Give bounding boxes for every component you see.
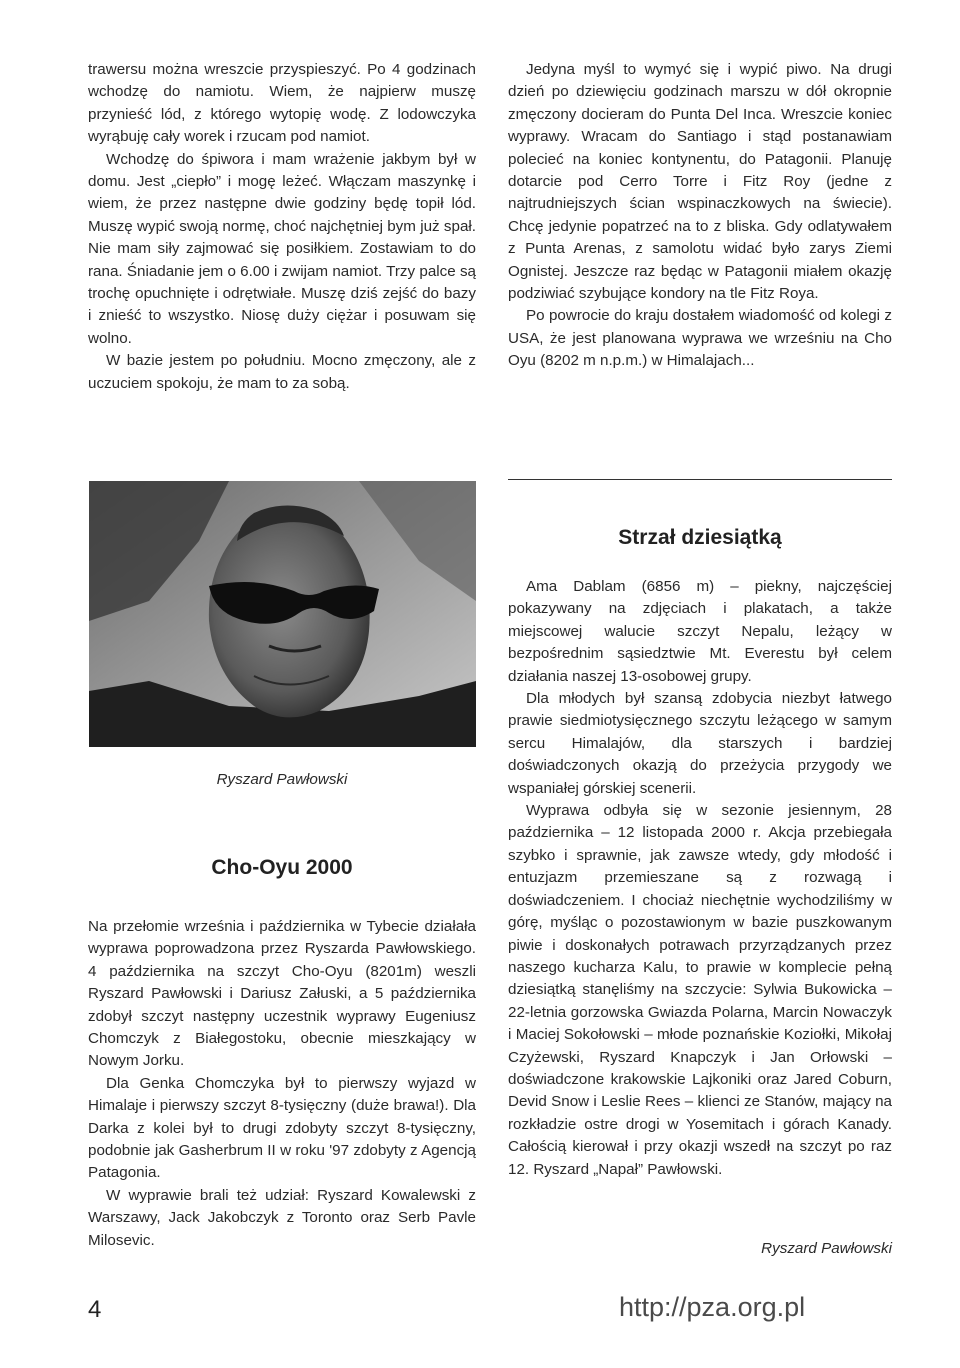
article-3-body bbox=[508, 576, 892, 1181]
paragraph: Dla Genka Chomczyka był to pierwszy wyjazd w Himalaje i pierwszy szczyt 8-tysięczny (duże brawa!). Dla Darka z kolei był to drugi zdobyty szczyt 8-tysięczny, podobnie jak Gasherbrum II w roku '97 zdobyty z Agencją Patagonia. bbox=[88, 1074, 476, 1182]
paragraph: Wyprawa odbyła się w sezonie jesiennym, 28 października – 12 listopada 2000 r. Akcja przebiegała szybko i sprawnie, jak zawsze wtedy, gdy młodość i entuzjazm przemieszane są z rozwagą i doświadczeniem. I chociaż niechętnie wychodziliśmy w górę, myśląc o pozostawionym w bazie puszkowanym piwie i doskonałych potrawach przyrządzanych przez naszego kucharza Kalu, to prawie w komplecie pełną dziesiątką stanęliśmy na szczycie: Sylwia Bukowicka – 22-letnia gorzowska Gwiazda Polarna, Marcin Nowaczyk i Maciej Sokołowski – młode poznańskie Koziołki, Mikołaj Czyżewski, Ryszard Knapczyk i Jan Orłowski – doświadczone krakowskie Lajkoniki oraz Jared Coburn, Devid Snow i Leslie Rees – klienci ze Stanów, mający na rozkładzie ostre drogi w Yosemitach i górach Kanady. Całością kierował i przy okazji wszedł na szczyt po raz 12. Ryszard „Napał” Pawłowski. bbox=[508, 802, 892, 1178]
article-1-column-right bbox=[508, 59, 892, 373]
article-2-body bbox=[88, 916, 476, 1252]
paragraph: Wchodzę do śpiwora i mam wrażenie jakbym był w domu. Jest „ciepło” i mogę leżeć. Włączam maszynkę i wiem, że przez następne dwie godziny będę topił lód. Muszę wypić swoją normę, choć najchętniej bym już spał. Nie mam siły zajmować się posiłkiem. Zostawiam to do rana. Śniadanie jem o 6.00 i zwijam namiot. Trzy palce są trochę opuchnięte i odrętwiałe. Muszę dziś zejść do bazy i znieść to wszystko. Niosę duży ciężar i posuwam się wolno. bbox=[88, 150, 476, 347]
article-3-title: Strzał dziesiątką bbox=[618, 526, 782, 549]
paragraph: Dla młodych był szansą zdobycia niezbyt łatwego prawie siedmiotysięcznego szczytu leżącego w samym sercu Himalajów, dla starszych i bardziej doświadczonych okazją do przeżycia przygody we wspaniałej górskiej scenerii. bbox=[508, 690, 892, 797]
paragraph: Ama Dablam (6856 m) – piekny, najczęściej pokazywany na zdjęciach i plakatach, a także miejscowej walucie szczyt Nepalu, leżący w bezpośrednim sąsiedztwie Mt. Everestu był celem działania naszej 13-osobowej grupy. bbox=[508, 578, 892, 685]
paragraph: W wyprawie brali też udział: Ryszard Kowalewski z Warszawy, Jack Jakobczyk z Toronto oraz Serb Pavle Milosevic. bbox=[88, 1186, 476, 1249]
paragraph: Jedyna myśl to wymyć się i wypić piwo. Na drugi dzień po dziewięciu godzinach marszu w dół okropnie zmęczony docieram do Punta Del Inca. Wreszcie koniec wyprawy. Wracam do Santiago i stąd postanawiam polecieć na koniec kontynentu, do Patagonii. Planuję dotarcie pod Cerro Torre i Fitz Roy (jedne z najtrudniejszych ścian wspinaczkowych na świecie). Chcę jedynie popatrzeć na to z bliska. Gdy odlatywałem z Punta Arenas, z samolotu widać było zarys Ziemi Ognistej. Jeszcze raz będąc w Patagonii miałem okazję podziwiać szybujące kondory na tle Fitz Roya. bbox=[508, 61, 892, 303]
article-3-author: Ryszard Pawłowski bbox=[761, 1240, 892, 1257]
paragraph: trawersu można wreszcie przyspieszyć. Po 4 godzinach wchodzę do namiotu. Wiem, że najpierw muszę przynieść lód, z którego wytopię wodę. Z lodowczyka wyrąbuję cały worek i rzucam pod namiot. bbox=[88, 61, 476, 146]
paragraph: Na przełomie września i października w Tybecie działała wyprawa poprowadzona przez Ryszarda Pawłowskiego. 4 października na szczyt Cho-Oyu (8201m) weszli Ryszard Pawłowski i Dariusz Załuski, a 5 października zdobył szczyt następny uczestnik wyprawy Eugeniusz Chomczyk z Białegostoku, obecnie mieszkający w Nowym Jorku. bbox=[88, 918, 476, 1070]
article-1-column-left bbox=[88, 59, 476, 395]
paragraph: Po powrocie do kraju dostałem wiadomość od kolegi z USA, że jest planowana wyprawa we wrześniu na Cho Oyu (8202 m n.p.m.) w Himalajach... bbox=[508, 307, 892, 370]
portrait-photo bbox=[89, 481, 476, 747]
page-number: 4 bbox=[88, 1296, 102, 1323]
photo-caption: Ryszard Pawłowski bbox=[216, 771, 348, 788]
divider-rule bbox=[508, 479, 892, 480]
footer-url: http://pza.org.pl bbox=[619, 1292, 806, 1322]
paragraph: W bazie jestem po południu. Mocno zmęczony, ale z uczuciem spokoju, że mam to za sobą. bbox=[88, 352, 476, 392]
article-2-title: Cho-Oyu 2000 bbox=[211, 856, 353, 879]
